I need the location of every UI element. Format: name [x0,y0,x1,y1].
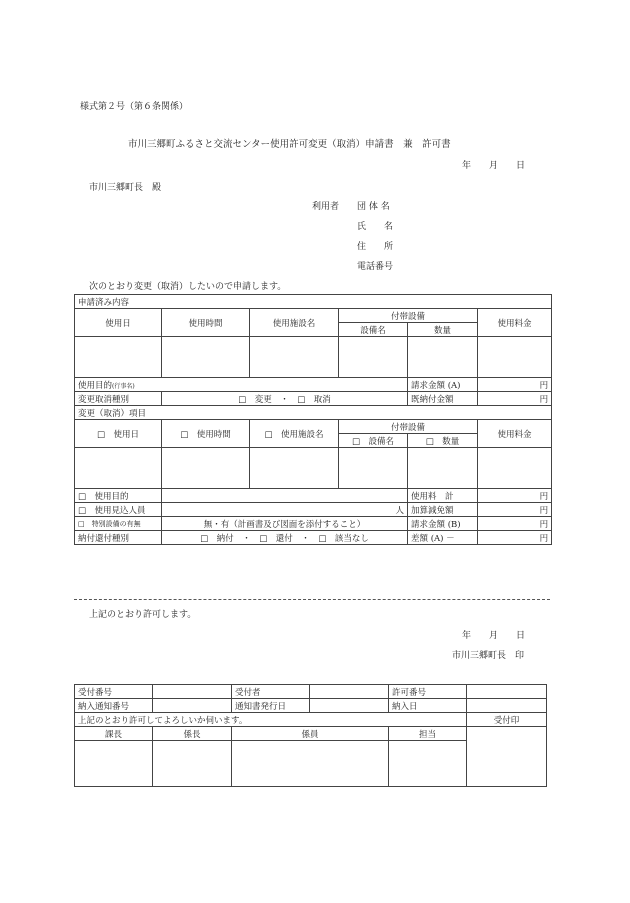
approval-text: 上記のとおり許可してよろしいか伺います。 [75,713,467,727]
pay-checkbox[interactable]: □ 納付 [200,533,234,544]
existing-col-equipment: 付帯設備 [339,309,478,323]
request-a-label: 請求金額 (A) [408,378,478,392]
change-purpose-cell[interactable] [162,489,408,503]
existing-fee-cell[interactable] [478,337,552,378]
change-col-date[interactable]: □ 使用日 [75,420,162,448]
paid-yen: 円 [478,392,552,406]
notice-no-label: 納入通知番号 [75,699,153,713]
notice-date-label: 通知書発行日 [232,699,310,713]
change-purpose-label[interactable]: □ 使用目的 [75,489,162,503]
refund-type-options [162,531,408,545]
change-col-facility[interactable]: □ 使用施設名 [250,420,339,448]
applicant-name: 氏 名 [357,222,394,232]
existing-col-time: 使用時間 [162,309,250,337]
staff-seal[interactable] [232,741,389,787]
receiver-label: 受付者 [232,685,310,699]
form-number: 様式第２号（第６条関係） [80,102,189,112]
request-a-yen: 円 [478,378,552,392]
section-chief-seal[interactable] [75,741,153,787]
existing-equip-name-cell[interactable] [339,337,408,378]
change-fee-cell[interactable] [478,448,552,489]
existing-col-fee: 使用料金 [478,309,552,337]
existing-col-facility: 使用施設名 [250,309,339,337]
existing-facility-cell[interactable] [250,337,339,378]
applicant-org: 団 体 名 [357,202,390,212]
change-facility-cell[interactable] [250,448,339,489]
office-table [74,684,547,787]
change-date-cell[interactable] [75,448,162,489]
change-equip-name-cell[interactable] [339,448,408,489]
discount-label: 加算減免額 [408,503,478,517]
section-chief-label: 課長 [75,727,153,741]
change-col-time[interactable]: □ 使用時間 [162,420,250,448]
purpose-note: (行事名) [112,382,135,390]
change-section-label: 変更（取消）項目 [75,406,552,420]
in-charge-seal[interactable] [389,741,467,787]
applicant-phone: 電話番号 [357,262,394,272]
existing-col-equip-name: 設備名 [339,323,408,337]
fee-total-yen: 円 [478,489,552,503]
applicant-address: 住 所 [357,242,394,252]
refund-dot-1: ・ [242,533,251,544]
request-b-label: 請求金額 (B) [408,517,478,531]
existing-section-label: 申請済み内容 [75,295,552,309]
na-checkbox[interactable]: □ 該当なし [318,533,369,544]
cut-line [74,599,550,600]
cancel-checkbox[interactable]: □ 取消 [297,394,331,405]
diff-label: 差額 (A) － [408,531,478,545]
in-charge-label: 担当 [389,727,467,741]
stamp-label: 受付印 [467,713,547,727]
special-equipment-value: 無・有（計画書及び図面を添付すること） [162,517,408,531]
addressee: 市川三郷町長 殿 [89,183,162,193]
change-type-label: 変更取消種別 [75,392,162,406]
existing-purpose-cell[interactable] [75,378,408,392]
change-col-qty[interactable]: □ 数量 [408,434,478,448]
request-b-yen: 円 [478,517,552,531]
intro-text: 次のとおり変更（取消）したいので申請します。 [89,282,287,292]
subsection-chief-label: 係長 [153,727,232,741]
permission-date: 年 月 日 [462,631,526,641]
permission-text: 上記のとおり許可します。 [89,610,197,620]
form-title: 市川三郷町ふるさと交流センター使用許可変更（取消）申請書 兼 許可書 [128,139,451,150]
existing-col-date: 使用日 [75,309,162,337]
change-dot: ・ [280,394,289,405]
refund-checkbox[interactable]: □ 還付 [259,533,293,544]
change-col-fee: 使用料金 [478,420,552,448]
application-table [74,294,552,545]
notice-date-cell[interactable] [310,699,389,713]
purpose-label: 使用目的 [78,380,113,391]
refund-type-label: 納付還付種別 [75,531,162,545]
change-time-cell[interactable] [162,448,250,489]
attendees-unit[interactable]: 人 [162,503,408,517]
permission-signer: 市川三郷町長 印 [452,651,525,661]
fee-total-label: 使用料 計 [408,489,478,503]
discount-yen: 円 [478,503,552,517]
date-line: 年 月 日 [462,161,526,171]
diff-yen: 円 [478,531,552,545]
existing-qty-cell[interactable] [408,337,478,378]
attendees-label[interactable]: □ 使用見込人員 [75,503,162,517]
subsection-chief-seal[interactable] [153,741,232,787]
staff-label: 係員 [232,727,389,741]
change-qty-cell[interactable] [408,448,478,489]
refund-dot-2: ・ [301,533,310,544]
permit-no-cell[interactable] [467,685,547,699]
paid-label: 既納付金額 [408,392,478,406]
receipt-no-cell[interactable] [153,685,232,699]
receipt-no-label: 受付番号 [75,685,153,699]
existing-col-qty: 数量 [408,323,478,337]
change-col-equipment: 付帯設備 [339,420,478,434]
payment-date-label: 納入日 [389,699,467,713]
stamp-box[interactable] [467,727,547,787]
permit-no-label: 許可番号 [389,685,467,699]
applicant-label: 利用者 [312,202,340,212]
notice-no-cell[interactable] [153,699,232,713]
change-checkbox[interactable]: □ 変更 [238,394,272,405]
payment-date-cell[interactable] [467,699,547,713]
existing-time-cell[interactable] [162,337,250,378]
change-col-equip-name[interactable]: □ 設備名 [339,434,408,448]
receiver-cell[interactable] [310,685,389,699]
existing-date-cell[interactable] [75,337,162,378]
special-equipment-label[interactable]: □ 特別設備の有無 [75,517,162,531]
change-type-options [162,392,408,406]
